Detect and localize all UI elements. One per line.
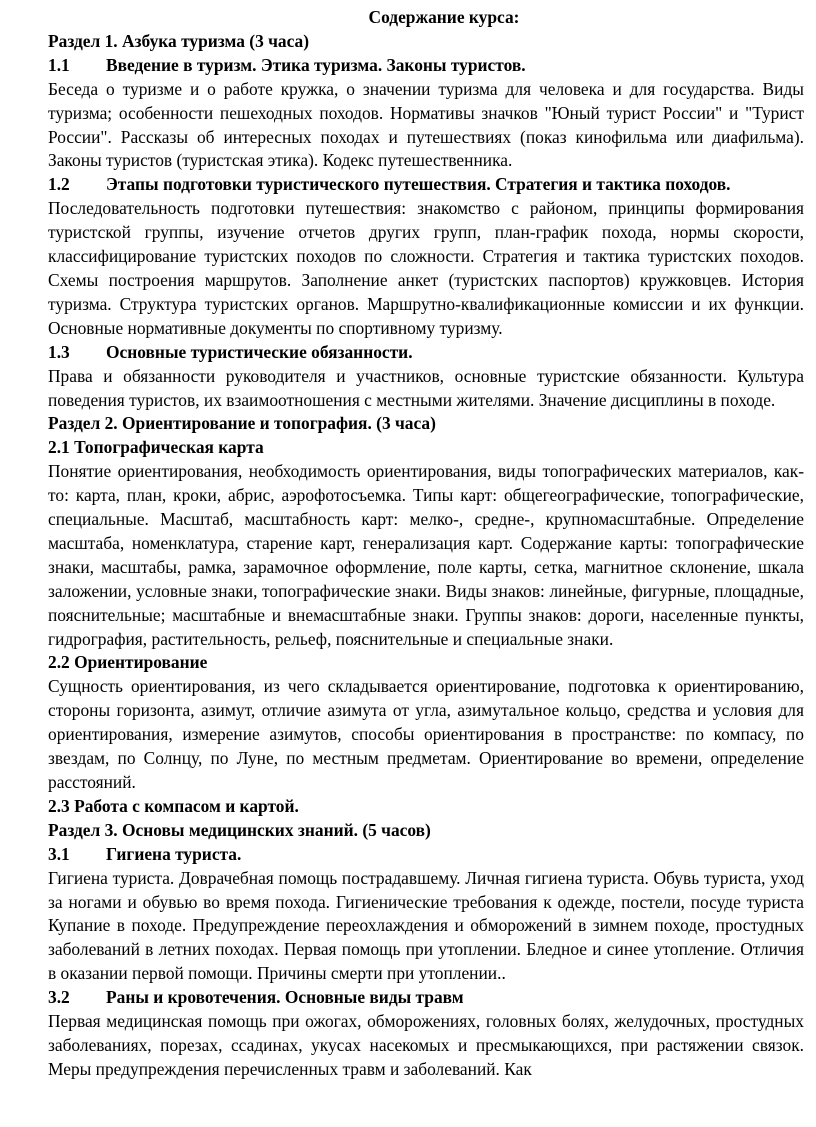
subsection-title: Этапы подготовки туристического путешествия. Стратегия и тактика походов.: [106, 174, 731, 195]
section-2-heading: Раздел 2. Ориентирование и топография. (3 часа): [48, 413, 436, 434]
subsection-1-2-heading: [48, 173, 804, 197]
subsection-2-3-heading: 2.3 Работа с компасом и картой.: [48, 795, 299, 816]
subsection-1-2-body: Последовательность подготовки путешествия: знакомство с районом, принципы формирования туристской группы, изучение отчетов других групп, план-график похода, нормы скорости, классифицирование туристских походов по сложности. Стратегия и тактика туристских походов. Схемы построения маршрутов. Заполнение анкет (туристских паспортов) кружковцев. История туризма. Структура туристских органов. Маршрутно-квалификационные комиссии и их функции. Основные нормативные документы по спортивному туризму.: [48, 198, 804, 338]
subsection-1-3-body: Права и обязанности руководителя и участников, основные туристские обязанности. Культура поведения туристов, их взаимоотношения с местными жителями. Значение дисциплины в походе.: [48, 365, 804, 410]
section-3-heading: Раздел 3. Основы медицинских знаний. (5 часов): [48, 819, 431, 840]
subsection-1-1-body: Беседа о туризме и о работе кружка, о значении туризма для человека и для государства. Виды туризма; особенности пешеходных походов. Нормативы значков "Юный турист России" и "Турист России". Рассказы об интересных походах и путешествиях (показ кинофильма или диафильма). Законы туристов (туристская этика). Кодекс путешественника.: [48, 78, 804, 171]
subsection-title: Раны и кровотечения. Основные виды травм: [106, 987, 464, 1008]
subsection-3-1-heading: [48, 843, 804, 867]
subsection-3-1-body: Гигиена туриста. Доврачебная помощь пострадавшему. Личная гигиена туриста. Обувь туриста, уход за ногами и обувью во время похода. Гигиенические требования к одежде, постели, посуде туриста Купание в походе. Предупреждение переохлаждения и обморожений в зимнем походе, простудных заболеваний в летних походах. Первая помощь при утоплении. Бледное и синее утопление. Отличия в оказании первой помощи. Причины смерти при утоплении..: [48, 867, 804, 984]
subsection-number: 3.2: [48, 987, 70, 1008]
subsection-number: 1.3: [48, 341, 70, 362]
subsection-2-1-body: Понятие ориентирования, необходимость ориентирования, виды топографических материалов, как-то: карта, план, кроки, абрис, аэрофотосъемка. Типы карт: общегеографические, топографические, специальные. Масштаб, масштабность карт: мелко-, средне-, крупномасштабные. Определение масштаба, номенклатура, старение карт, генерализация карт. Содержание карты: топографические знаки, масштабы, рамка, зарамочное оформление, поле карты, сетка, магнитное склонение, шкала заложении, условные знаки, топографические знаки. Виды знаков: линейные, фигурные, площадные, пояснительные; масштабные и внемасштабные знаки. Группы знаков: дороги, населенные пункты, гидрография, растительность, рельеф, пояснительные и специальные знаки.: [48, 461, 804, 649]
section-1-heading: Раздел 1. Азбука туризма (3 часа): [48, 30, 310, 51]
subsection-2-2-body: Сущность ориентирования, из чего складывается ориентирование, подготовка к ориентированию, стороны горизонта, азимут, отличие азимута от угла, азимутальное кольцо, средства и условия для ориентирования, измерение азимутов, способы ориентирования в пространстве: по компасу, по звездам, по Солнцу, по Луне, по местным предметам. Ориентирование во времени, определение расстояний.: [48, 676, 804, 792]
subsection-1-1-heading: [48, 54, 804, 78]
subsection-number: 1.1: [48, 54, 70, 75]
subsection-1-3-heading: [48, 341, 804, 365]
subsection-number: 3.1: [48, 843, 70, 864]
subsection-number: 1.2: [48, 174, 70, 195]
subsection-title: Гигиена туриста.: [106, 843, 242, 864]
subsection-2-2-heading: 2.2 Ориентирование: [48, 652, 208, 673]
subsection-2-1-heading: 2.1 Топографическая карта: [48, 437, 264, 458]
subsection-3-2-body: Первая медицинская помощь при ожогах, обморожениях, головных болях, желудочных, простудных заболеваниях, порезах, ссадинах, укусах насекомых и пресмыкающихся, при растяжении связок. Меры предупреждения перечисленных травм и заболеваний. Как: [48, 1011, 804, 1079]
subsection-title: Основные туристические обязанности.: [106, 341, 413, 362]
subsection-3-2-heading: [48, 986, 804, 1010]
document-title: Содержание курса:: [368, 7, 520, 27]
subsection-title: Введение в туризм. Этика туризма. Законы туристов.: [106, 54, 526, 75]
